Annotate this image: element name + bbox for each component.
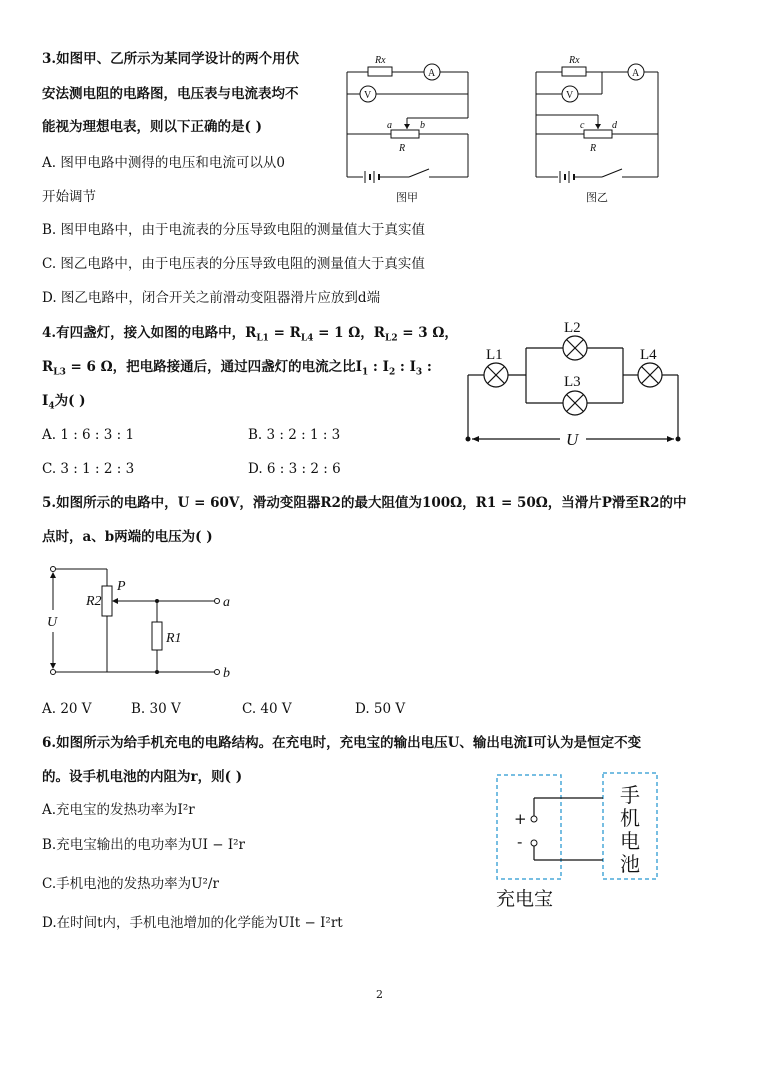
q5-junction-top	[155, 599, 159, 603]
q5-p-label: P	[117, 579, 126, 594]
q5-junction-bottom	[155, 670, 159, 674]
q3-circuit-figure-yi	[522, 45, 672, 215]
q4-l4-label: L4	[640, 347, 657, 363]
q5-stem-line1: 5.如图所示的电路中，U = 60V，滑动变阻器R2的最大阻值为100Ω，R1 = 50Ω，当滑片P滑至R2的中	[42, 495, 687, 511]
q3-jia-rx-label: Rx	[375, 55, 386, 66]
q3-yi-voltmeter-label: V	[566, 90, 574, 101]
q5-u-terminal-bottom	[51, 670, 56, 675]
q4-stem-line3: $I_4$为( )	[42, 393, 86, 412]
q6-option-a[interactable]: A.充电宝的发热功率为I²r	[42, 802, 195, 818]
q3-yi-rheostat	[584, 130, 612, 138]
q3-jia-b-label: b	[420, 120, 425, 131]
q4-u-label: U	[566, 430, 579, 449]
q3-yi-caption: 图乙	[586, 191, 608, 204]
q6-power-bank-label: 充电宝	[496, 888, 554, 910]
q4-circuit-figure	[460, 315, 690, 455]
q6-option-c[interactable]: C.手机电池的发热功率为U²/r	[42, 876, 219, 892]
q6-option-b[interactable]: B.充电宝输出的电功率为UI − I²r	[42, 837, 246, 853]
q3-stem-line3: 能视为理想电表，则以下正确的是( )	[42, 119, 262, 135]
q5-a-label: a	[223, 595, 230, 610]
q4-l3-label: L3	[564, 374, 581, 390]
q3-stem-line2: 安法测电阻的电路图，电压表与电流表均不	[42, 86, 299, 102]
q3-circuit-figure-jia	[335, 45, 485, 215]
q6-stem-line2: 的。设手机电池的内阻为r，则( )	[42, 769, 243, 785]
q3-option-a-line1[interactable]: A. 图甲电路中测得的电压和电流可以从0	[42, 155, 285, 171]
q4-terminal-right	[676, 437, 681, 442]
q6-stem-line1: 6.如图所示为给手机充电的电路结构。在充电时，充电宝的输出电压U、输出电流I可认为是恒定不变	[42, 735, 642, 751]
q5-r1-label: R1	[166, 631, 182, 646]
q6-plus-label: +	[514, 810, 527, 828]
q4-l1-label: L1	[486, 347, 503, 363]
q6-option-d[interactable]: D.在时间t内，手机电池增加的化学能为UIt − I²rt	[42, 915, 343, 931]
q6-phone-char1: 手	[620, 783, 640, 807]
q3-option-a-line2[interactable]: 开始调节	[42, 189, 96, 205]
q5-u-terminal-top	[51, 567, 56, 572]
q5-terminal-b	[215, 670, 220, 675]
q3-yi-rx-label: Rx	[569, 55, 580, 66]
q5-b-label: b	[223, 666, 230, 681]
q6-charging-figure	[490, 765, 670, 915]
q6-positive-terminal	[531, 816, 537, 822]
q3-jia-caption: 图甲	[396, 191, 418, 204]
q5-terminal-a	[215, 599, 220, 604]
q3-jia-r-label: R	[399, 143, 406, 154]
q4-stem-line1: 4.有四盏灯，接入如图的电路中，$R_{L1} = R_{L4} = 1$ Ω，$R_{L2} = 3$ Ω，	[42, 325, 458, 344]
q5-u-label: U	[47, 615, 58, 630]
q3-stem-line1: 3.如图甲、乙所示为某同学设计的两个用伏	[42, 51, 300, 67]
q6-phone-char3: 电	[620, 829, 640, 853]
q6-power-bank-box	[497, 775, 561, 879]
q5-stem-line2: 点时，a、b两端的电压为( )	[42, 529, 213, 545]
page-number: 2	[376, 988, 383, 1001]
q3-yi-rx-resistor	[562, 67, 586, 76]
q5-option-d[interactable]: D. 50 V	[355, 701, 406, 717]
q4-option-c[interactable]: C. 3 : 1 : 2 : 3	[42, 461, 135, 477]
q3-jia-voltmeter-label: V	[364, 90, 372, 101]
q5-option-a[interactable]: A. 20 V	[42, 701, 92, 717]
q4-terminal-left	[466, 437, 471, 442]
q4-l2-label: L2	[564, 320, 581, 336]
q3-jia-ammeter-label: A	[428, 68, 436, 79]
q3-yi-ammeter-label: A	[632, 68, 640, 79]
q3-yi-c-label: c	[580, 120, 585, 131]
q3-jia-a-label: a	[387, 120, 392, 131]
q3-jia-rheostat	[391, 130, 419, 138]
q6-minus-label: -	[517, 833, 523, 851]
q6-phone-char2: 机	[620, 806, 640, 830]
q4-option-d[interactable]: D. 6 : 3 : 2 : 6	[248, 461, 341, 477]
q3-option-c[interactable]: C. 图乙电路中，由于电压表的分压导致电阻的测量值大于真实值	[42, 256, 425, 272]
q6-phone-char4: 池	[620, 852, 640, 876]
q3-yi-r-label: R	[590, 143, 597, 154]
q5-r1-resistor	[152, 622, 162, 650]
q5-option-b[interactable]: B. 30 V	[131, 701, 181, 717]
q4-stem-line2: $R_{L3} = 6$ Ω，把电路接通后，通过四盏灯的电流之比$I_1$ : $I_2$ : $I_3$ :	[42, 359, 432, 378]
q3-jia-rx-resistor	[368, 67, 392, 76]
q6-negative-terminal	[531, 840, 537, 846]
q3-yi-d-label: d	[612, 120, 617, 131]
q3-option-b[interactable]: B. 图甲电路中，由于电流表的分压导致电阻的测量值大于真实值	[42, 222, 426, 238]
q4-option-a[interactable]: A. 1 : 6 : 3 : 1	[42, 427, 135, 443]
q4-option-b[interactable]: B. 3 : 2 : 1 : 3	[248, 427, 341, 443]
q5-r2-rheostat	[102, 586, 112, 616]
q5-option-c[interactable]: C. 40 V	[242, 701, 292, 717]
q5-r2-label: R2	[86, 594, 102, 609]
q5-circuit-figure	[40, 560, 240, 690]
q3-option-d[interactable]: D. 图乙电路中，闭合开关之前滑动变阻器滑片应放到d端	[42, 290, 381, 306]
